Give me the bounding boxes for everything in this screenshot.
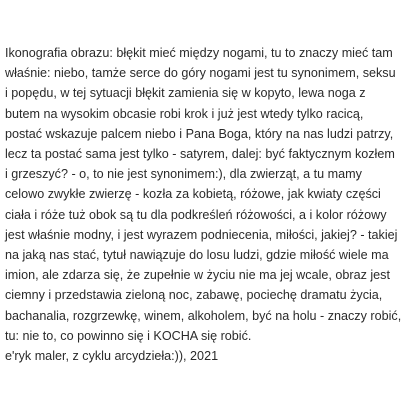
text-line: celowo zwykłe zwierzę - kozła za kobietą, różowe, jak kwiaty części bbox=[5, 187, 381, 202]
text-line: imion, ale zdarza się, że zupełnie w życiu nie ma jej wcale, obraz jest bbox=[5, 268, 390, 283]
text-line: na jaką nas stać, tytuł nawiązuje do losu ludzi, gdzie miłość wiele ma bbox=[5, 248, 389, 263]
text-line: jest właśnie modny, i jest wyrazem podniecenia, miłości, jakiej? - takiej bbox=[5, 227, 398, 242]
text-line: lecz ta postać sama jest tylko - satyrem, dalej: być faktycznym kozłem bbox=[5, 147, 395, 162]
text-line: ciała i róże tuż obok są tu dla podkreśleń różowości, a i kolor różowy bbox=[5, 207, 387, 222]
signature-line: e'ryk maler, z cyklu arcydzieła:)), 2021 bbox=[5, 349, 219, 364]
text-line: właśnie: niebo, tamże serce do góry nogami jest tu synonimem, seksu bbox=[5, 66, 396, 81]
text-line: postać wskazuje palcem niebo i Pana Boga, który na nas ludzi patrzy, bbox=[5, 126, 394, 141]
text-line: i grzeszyć? - o, to nie jest synonimem:), dla zwierząt, a tu mamy bbox=[5, 167, 362, 182]
text-line: bachanalia, rozgrzewkę, winem, alkoholem, być na holu - znaczy robić, bbox=[5, 308, 402, 323]
text-line: butem na wysokim obcasie robi krok i już jest wtedy tylko racicą, bbox=[5, 106, 364, 121]
description-text bbox=[5, 43, 417, 366]
text-line: ciemny i przedstawia zieloną noc, zabawę, pociechę dramatu życia, bbox=[5, 288, 383, 303]
text-line: Ikonografia obrazu: błękit mieć między nogami, tu to znaczy mieć tam bbox=[5, 46, 393, 60]
text-line: tu: nie to, co powinno się i KOCHA się robić. bbox=[5, 328, 252, 343]
text-line: i popędu, w tej sytuacji błękit zamienia się w kopyto, lewa noga z bbox=[5, 86, 366, 101]
